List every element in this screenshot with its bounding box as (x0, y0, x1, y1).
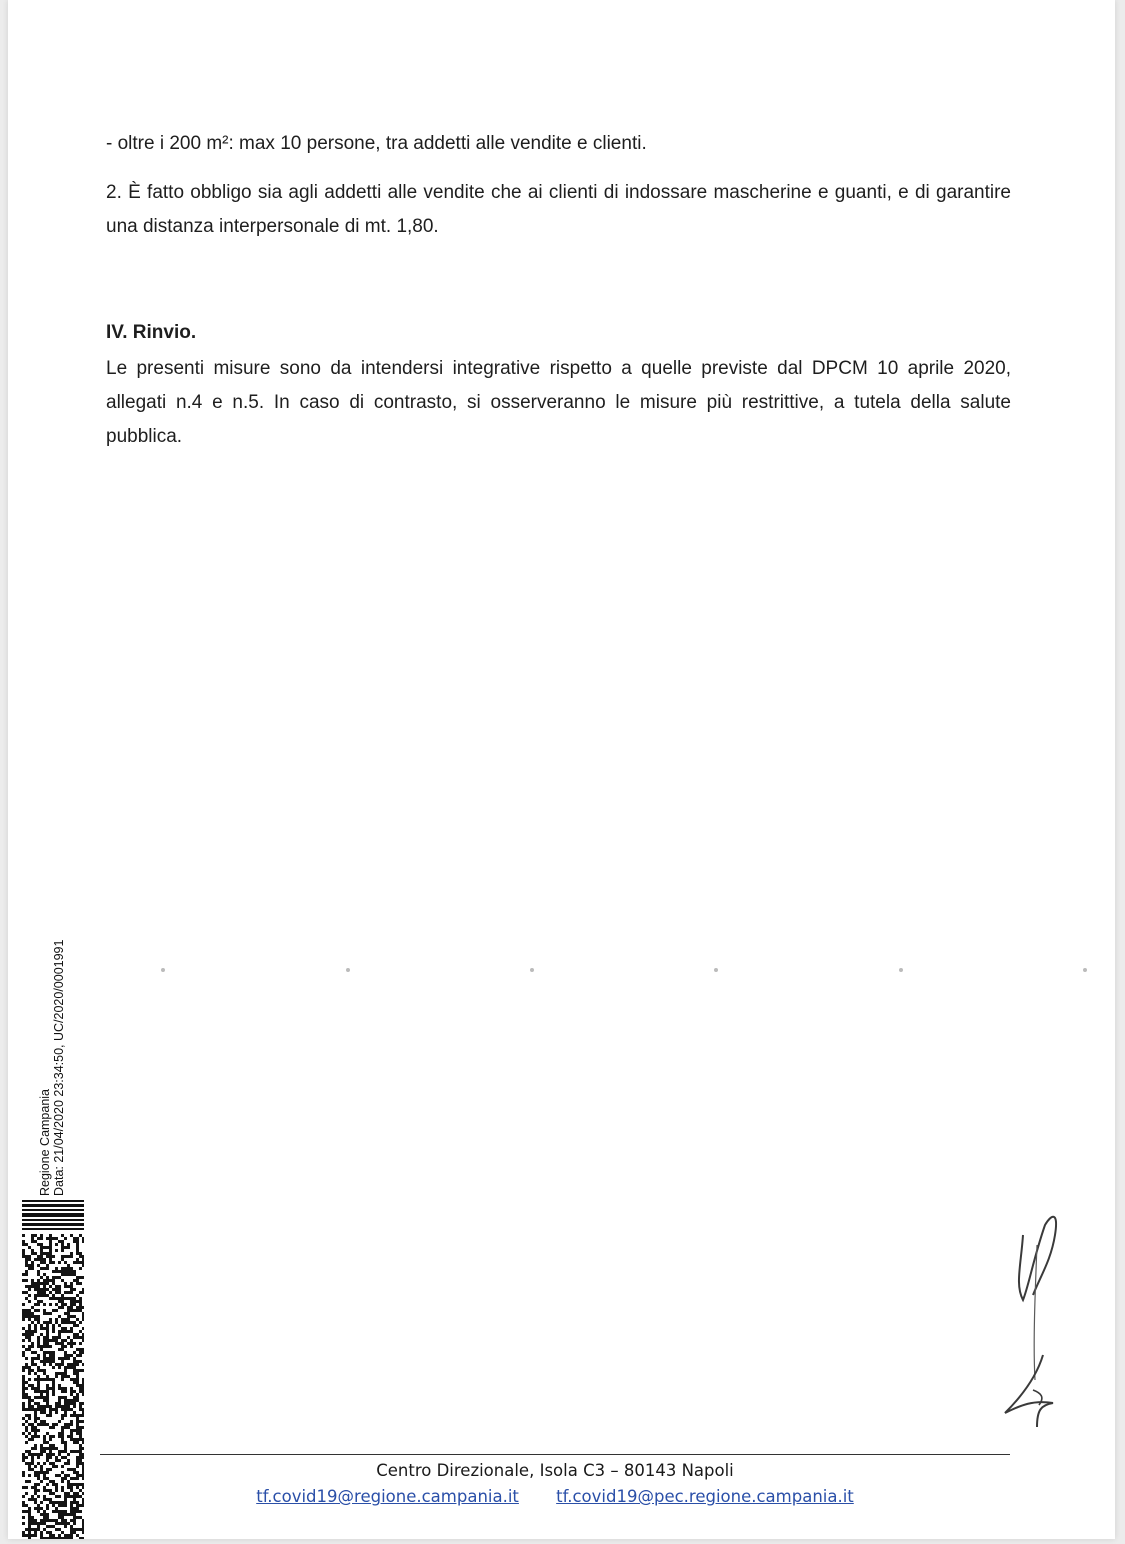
stamp-line-2: Data: 21/04/2020 23:34:50, UC/2020/0001991 (52, 939, 66, 1196)
scan-dot (899, 968, 903, 972)
section-heading: IV. Rinvio. (106, 322, 197, 343)
scan-dot (530, 968, 534, 972)
scan-dot (346, 968, 350, 972)
email-link-pec[interactable]: tf.covid19@pec.regione.campania.it (556, 1487, 854, 1506)
stamp-line-1: Regione Campania (38, 1088, 52, 1196)
item-2-paragraph: 2. È fatto obbligo sia agli addetti alle vendite che ai clienti di indossare mascherine e guanti, e di garantire una distanza interpersonale di mt. 1,80. (106, 182, 1011, 237)
protocol-stamp (38, 939, 66, 1196)
footer-address: Centro Direzionale, Isola C3 – 80143 Napoli (376, 1461, 734, 1480)
email-link-regione[interactable]: tf.covid19@regione.campania.it (256, 1487, 519, 1506)
document-page (8, 0, 1115, 1539)
section-paragraph: Le presenti misure sono da intendersi integrative rispetto a quelle previste dal DPCM 10 aprile 2020, allegati n.4 e n.5. In caso di contrasto, si osserveranno le misure più restrittive, a tutela della salute pubblica. (106, 358, 1011, 447)
footer-links (100, 1485, 1010, 1509)
footer-divider (100, 1454, 1010, 1455)
barcode-icon (22, 1200, 84, 1539)
scan-dot (714, 968, 718, 972)
bullet-line: - oltre i 200 m²: max 10 persone, tra addetti alle vendite e clienti. (106, 133, 647, 154)
scan-dot (1083, 968, 1087, 972)
scan-dot (161, 968, 165, 972)
signature-icon (993, 1205, 1073, 1435)
